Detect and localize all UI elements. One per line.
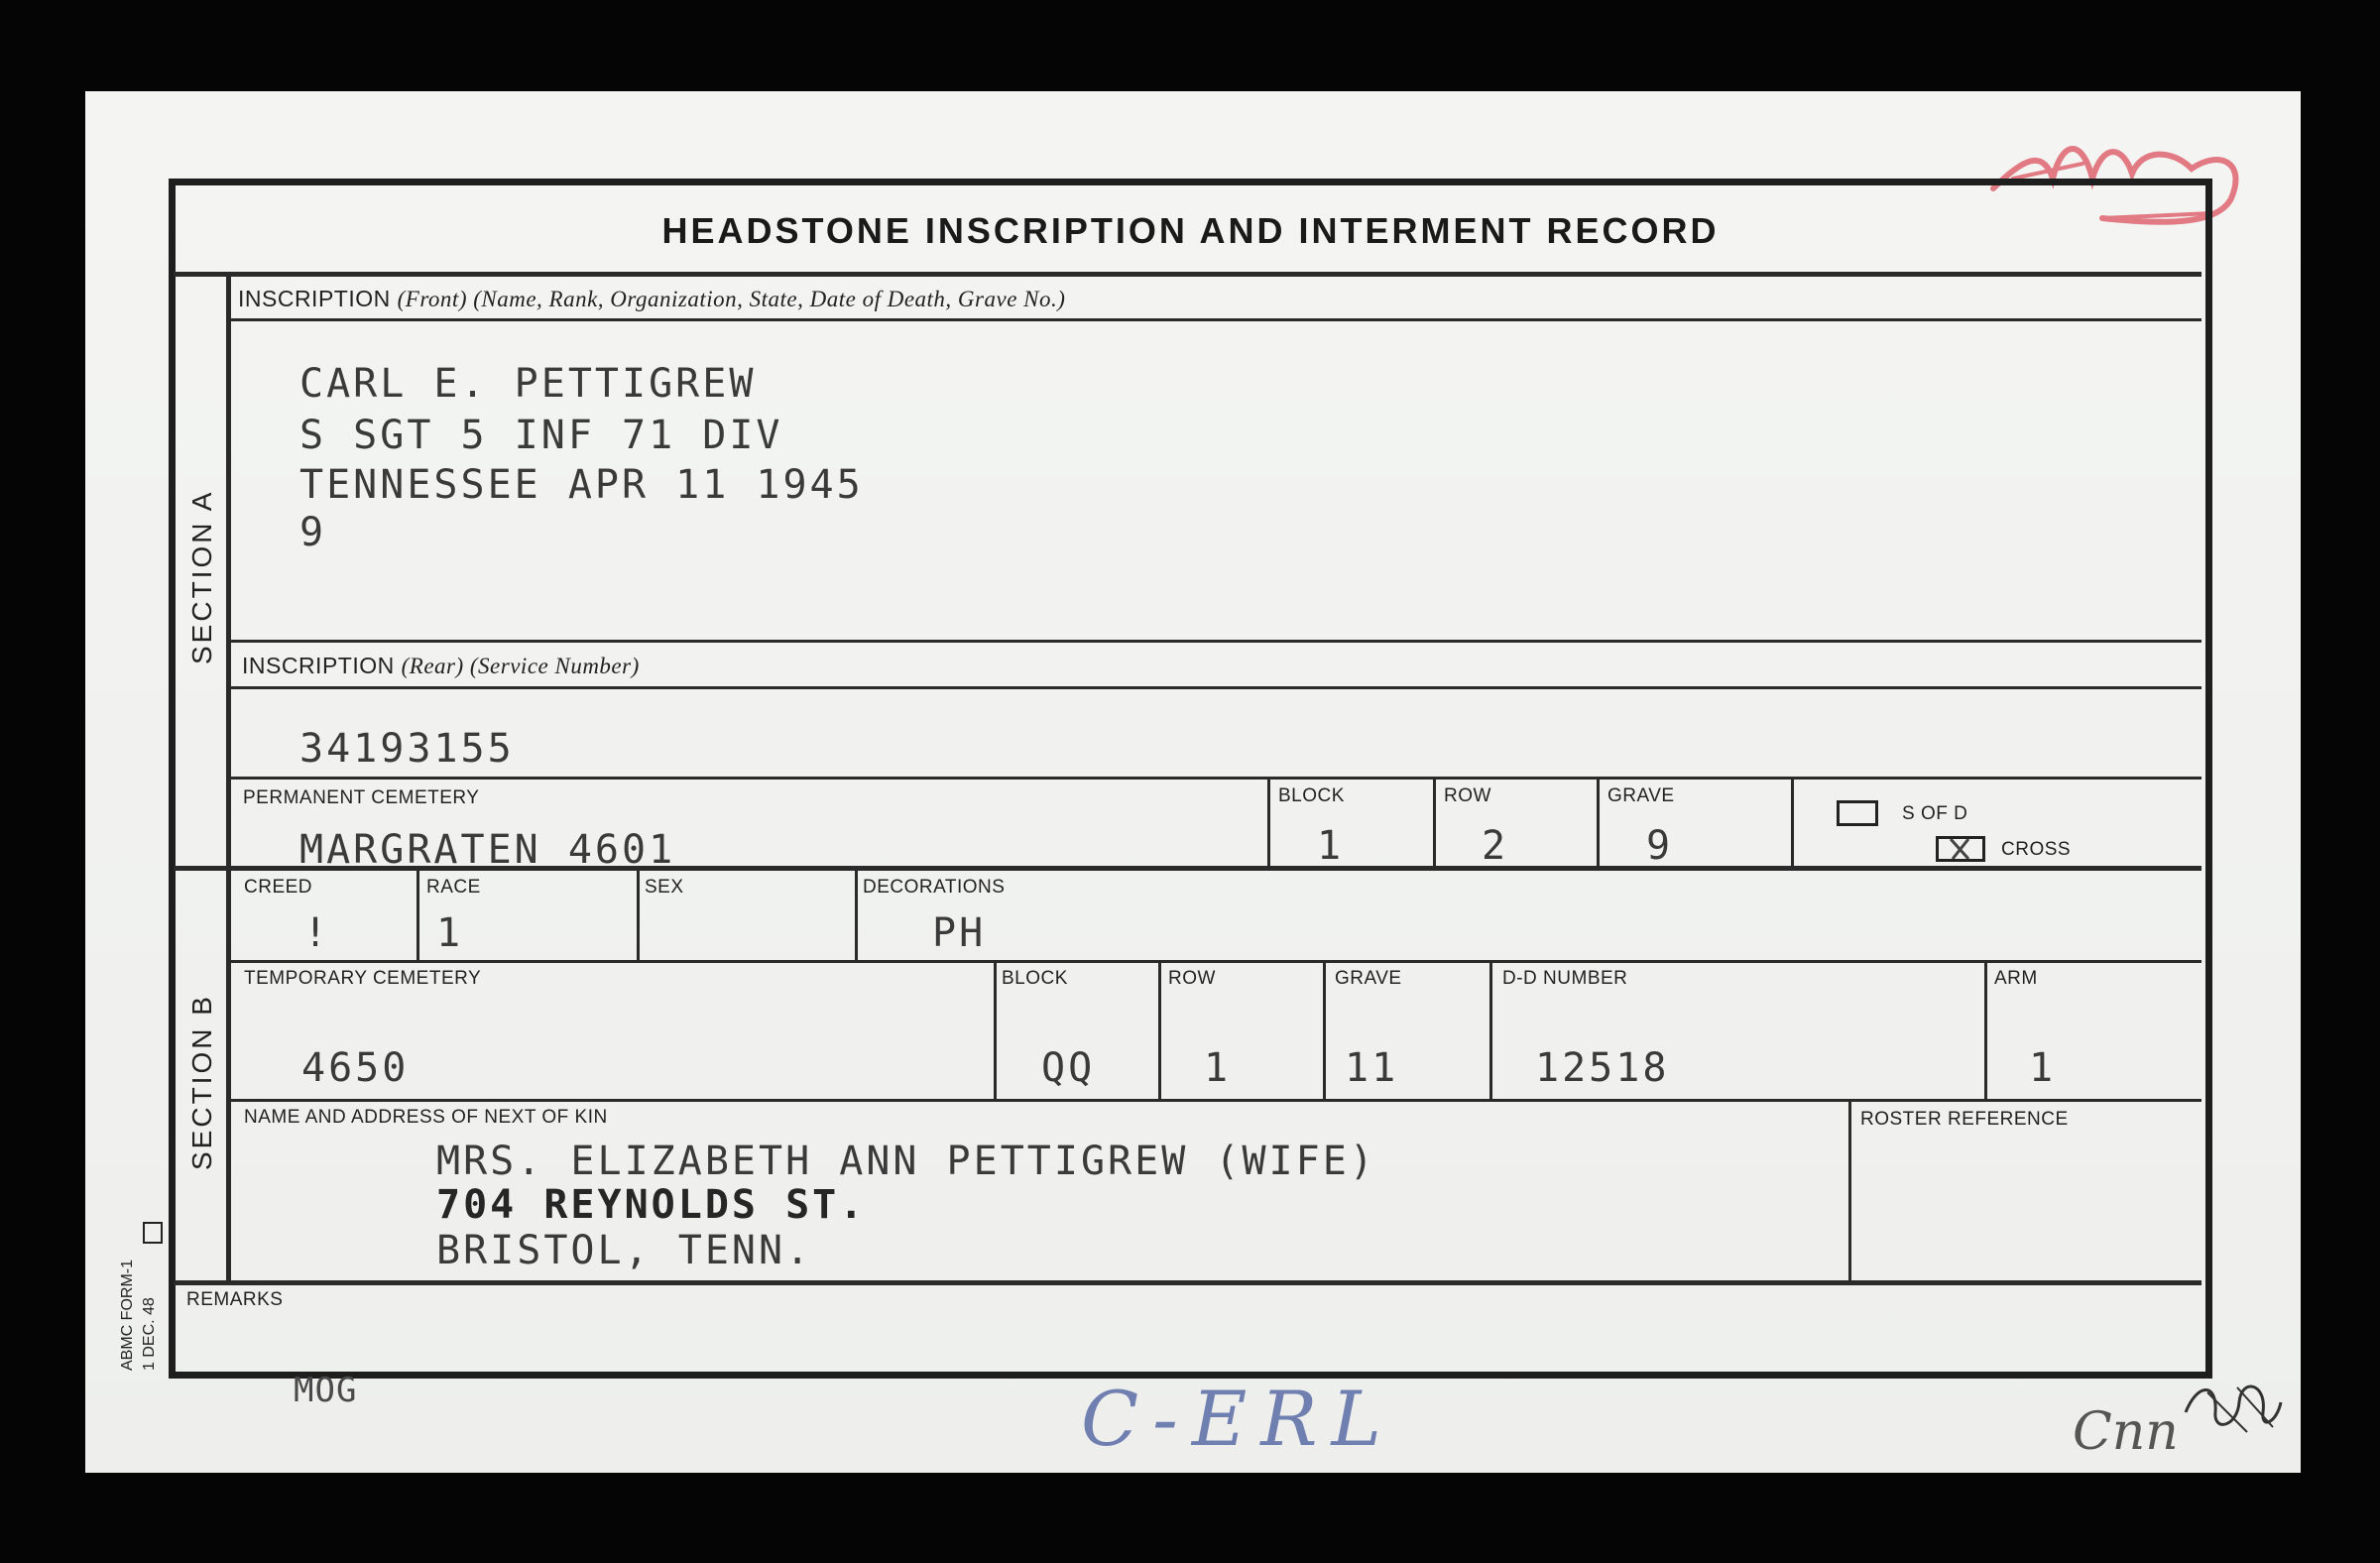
- s-of-d-label: S OF D: [1902, 803, 1968, 824]
- temp-block-value: QQ: [1041, 1045, 1096, 1091]
- temp-grave-label: GRAVE: [1335, 968, 1402, 989]
- section-a-label: SECTION A: [186, 489, 217, 664]
- service-number-value: 34193155: [299, 726, 515, 772]
- inscription-rear-label: INSCRIPTION (Rear) (Service Number): [242, 653, 640, 678]
- divider-sex-decor: [855, 870, 858, 961]
- inscription-front-line-1: CARL E. PETTIGREW: [299, 361, 757, 407]
- temp-block-label: BLOCK: [1002, 968, 1068, 989]
- perm-grave-value: 9: [1646, 823, 1674, 869]
- divider-perm-row: [1433, 779, 1436, 868]
- dd-number-label: D-D NUMBER: [1502, 968, 1628, 989]
- stamp-mog: MOG: [294, 1371, 358, 1410]
- perm-grave-label: GRAVE: [1607, 785, 1675, 806]
- next-of-kin-line-3: BRISTOL, TENN.: [436, 1228, 813, 1273]
- form-title: HEADSTONE INSCRIPTION AND INTERMENT RECORD: [661, 210, 1720, 251]
- handwritten-blue-note: C-ERL: [1081, 1375, 1395, 1463]
- decorations-label: DECORATIONS: [863, 877, 1006, 898]
- next-of-kin-line-2: 704 REYNOLDS ST.: [436, 1182, 867, 1228]
- next-of-kin-label: NAME AND ADDRESS OF NEXT OF KIN: [244, 1107, 608, 1128]
- arm-label: ARM: [1994, 968, 2038, 989]
- divider-temp-block: [994, 962, 997, 1101]
- divider-title: [174, 272, 2202, 277]
- temp-grave-value: 11: [1345, 1045, 1399, 1091]
- sex-label: SEX: [645, 877, 684, 898]
- creed-value: !: [303, 910, 331, 956]
- decorations-value: PH: [932, 910, 987, 956]
- roster-reference-label: ROSTER REFERENCE: [1860, 1109, 2069, 1130]
- divider-perm-cross: [1791, 779, 1794, 868]
- divider-kin-roster: [1848, 1101, 1851, 1282]
- inscription-front-line-4: 9: [299, 510, 327, 555]
- form-date: 1 DEC. 48: [141, 1297, 158, 1371]
- divider-temp-grave: [1323, 962, 1326, 1101]
- cross-label: CROSS: [2001, 839, 2072, 860]
- perm-block-label: BLOCK: [1278, 785, 1345, 806]
- divider-temp-dd: [1489, 962, 1492, 1101]
- creed-label: CREED: [244, 877, 313, 898]
- arm-value: 1: [2029, 1045, 2057, 1091]
- section-b-label: SECTION B: [186, 994, 217, 1170]
- next-of-kin-line-1: MRS. ELIZABETH ANN PETTIGREW (WIFE): [436, 1139, 1376, 1184]
- signature-scribble: [2178, 1373, 2287, 1442]
- divider-creed-race: [416, 870, 419, 961]
- inscription-front-line-2: S SGT 5 INF 71 DIV: [299, 413, 783, 458]
- divider-remarks: [174, 1280, 2202, 1285]
- divider-perm-grave: [1597, 779, 1600, 868]
- divider-rear-top: [228, 640, 2202, 643]
- perm-block-value: 1: [1317, 823, 1345, 869]
- section-column-divider: [226, 274, 231, 1282]
- temp-row-label: ROW: [1168, 968, 1216, 989]
- divider-temp-row2: [1158, 962, 1161, 1101]
- dd-number-value: 12518: [1535, 1045, 1670, 1091]
- inscription-front-label: INSCRIPTION (Front) (Name, Rank, Organization, State, Date of Death, Grave No.): [238, 286, 1066, 311]
- race-label: RACE: [426, 877, 481, 898]
- divider-temp-arm: [1984, 962, 1987, 1101]
- divider-front-label: [228, 318, 2202, 321]
- cross-checkbox[interactable]: [1936, 836, 1985, 862]
- remarks-label: REMARKS: [186, 1289, 284, 1310]
- form-corner-box: [143, 1222, 163, 1244]
- form-number: ABMC FORM-1: [119, 1260, 136, 1371]
- s-of-d-checkbox[interactable]: [1837, 800, 1878, 826]
- divider-race-sex: [637, 870, 640, 961]
- handwritten-bottom-right: Cnn: [2073, 1402, 2179, 1462]
- temp-row-value: 1: [1204, 1045, 1232, 1091]
- permanent-cemetery-label: PERMANENT CEMETERY: [243, 787, 480, 808]
- race-value: 1: [436, 910, 464, 956]
- divider-perm-block: [1267, 779, 1270, 868]
- divider-rear-label: [228, 686, 2202, 689]
- divider-permanent: [228, 777, 2202, 780]
- temporary-cemetery-label: TEMPORARY CEMETERY: [244, 968, 482, 989]
- permanent-cemetery-value: MARGRATEN 4601: [299, 827, 676, 873]
- perm-row-value: 2: [1482, 823, 1509, 869]
- cross-check-mark: [1939, 839, 1982, 859]
- divider-creed-row: [228, 960, 2202, 963]
- perm-row-label: ROW: [1444, 785, 1491, 806]
- temporary-cemetery-value: 4650: [301, 1045, 410, 1091]
- inscription-front-line-3: TENNESSEE APR 11 1945: [299, 462, 864, 508]
- divider-temp-row: [228, 1099, 2202, 1102]
